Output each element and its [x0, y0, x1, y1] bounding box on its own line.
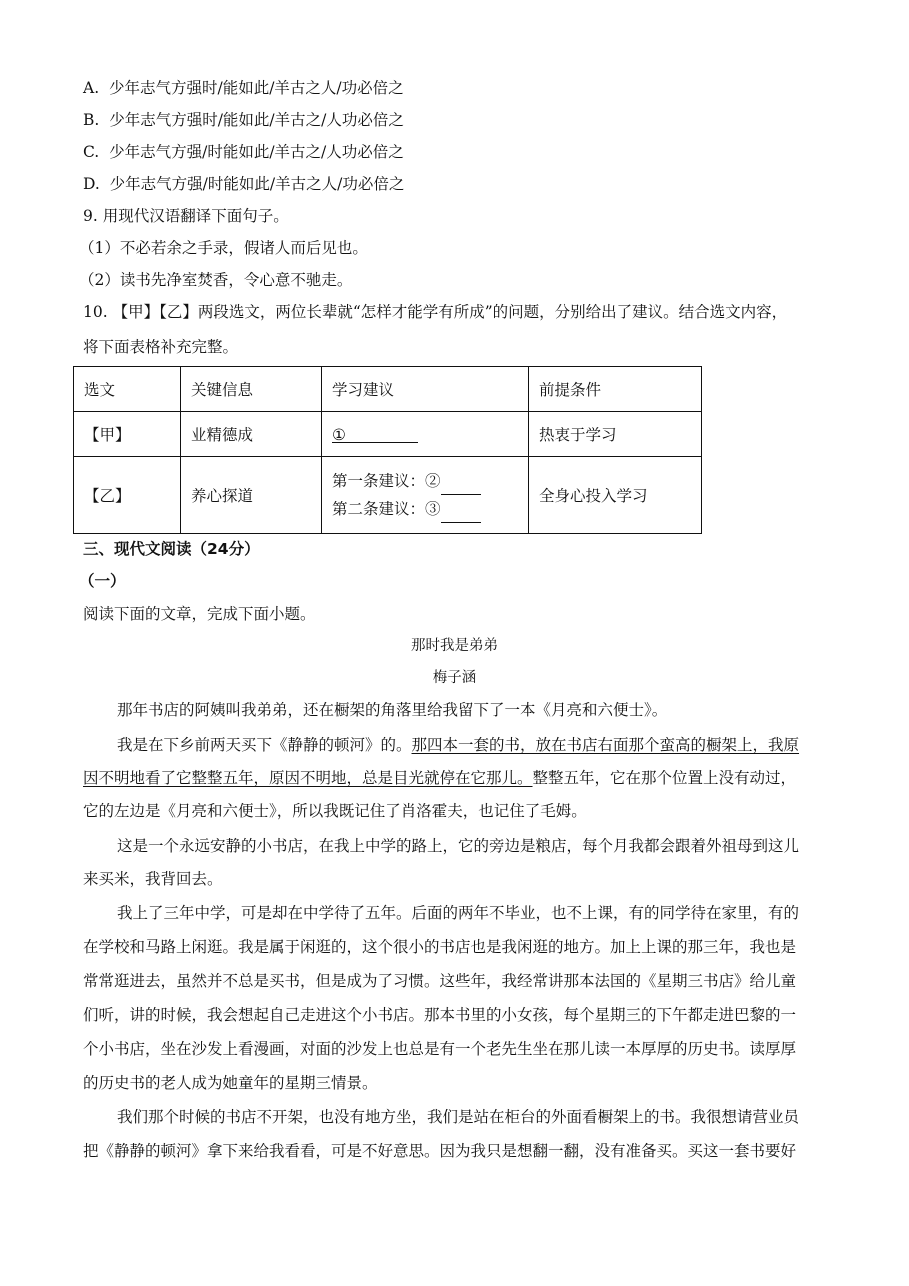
table-cell-advice — [322, 412, 529, 457]
option-letter: A. — [83, 79, 100, 97]
paragraph-3-line-2: 来买米，我背回去。 — [83, 870, 223, 888]
section-subtitle: （一） — [79, 572, 126, 590]
answer-blank-3[interactable] — [441, 510, 481, 523]
table-cell-condition: 全身心投入学习 — [529, 457, 702, 534]
paragraph-4-line-6: 的历史书的老人成为她童年的星期三情景。 — [83, 1074, 378, 1092]
section-instruction: 阅读下面的文章，完成下面小题。 — [83, 605, 316, 623]
table-cell-source: 【甲】 — [74, 412, 181, 457]
table-cell-key: 业精德成 — [181, 412, 322, 457]
answer-table — [73, 366, 702, 534]
advice-line-2: 第一条建议：② — [332, 467, 528, 495]
option-text: 少年志气方强/时能如此/羊古之人/功必倍之 — [109, 175, 405, 193]
advice-line-3: 第二条建议：③ — [332, 495, 528, 523]
paragraph-4-line-5: 个小书店，坐在沙发上看漫画，对面的沙发上也总是有一个老先生坐在那儿读一本厚厚的历史书。读厚厚 — [83, 1040, 797, 1058]
paragraph-4-line-4: 们听，讲的时候，我会想起自己走进这个小书店。那本书里的小女孩，每个星期三的下午都走进巴黎的一 — [83, 1006, 797, 1024]
paragraph-4-line-3: 常常逛进去，虽然并不总是买书，但是成为了习惯。这些年，我经常讲那本法国的《星期三书店》给儿童 — [83, 972, 797, 990]
option-c — [83, 142, 404, 162]
article-title: 那时我是弟弟 — [411, 638, 498, 654]
table-cell-key: 养心探道 — [181, 457, 322, 534]
paragraph-2-line-1: 我是在下乡前两天买下《静静的顿河》的。那四本一套的书，放在书店右面那个蛮高的橱架上，我原 — [117, 736, 800, 754]
table-header-cell: 前提条件 — [529, 367, 702, 412]
section-title: 三、现代文阅读（24分） — [83, 540, 260, 558]
option-text: 少年志气方强时/能如此/羊古之人/功必倍之 — [108, 79, 404, 97]
table-cell-advice — [322, 457, 529, 534]
option-a — [83, 78, 404, 98]
paragraph-1: 那年书店的阿姨叫我弟弟，还在橱架的角落里给我留下了一本《月亮和六便士》。 — [117, 701, 668, 719]
table-cell-condition: 热衷于学习 — [529, 412, 702, 457]
answer-blank-2[interactable] — [441, 482, 481, 495]
option-d — [83, 174, 404, 194]
paragraph-5-line-2: 把《静静的顿河》拿下来给我看看，可是不好意思。因为我只是想翻一翻，没有准备买。买这一套书要好 — [83, 1142, 797, 1160]
question-10-line-2: 将下面表格补充完整。 — [83, 338, 239, 356]
table-row — [74, 412, 702, 457]
paragraph-5-line-1: 我们那个时候的书店不开架，也没有地方坐，我们是站在柜台的外面看橱架上的书。我很想请营业员 — [117, 1108, 800, 1126]
answer-blank-1[interactable]: ① — [332, 426, 418, 443]
option-letter: D. — [83, 175, 100, 193]
question-9-stem: 9. 用现代汉语翻译下面句子。 — [83, 207, 289, 225]
paragraph-4-line-2: 在学校和马路上闲逛。我是属于闲逛的，这个很小的书店也是我闲逛的地方。加上上课的那三年，我也是 — [83, 938, 797, 956]
option-text: 少年志气方强时/能如此/羊古之/人功必倍之 — [109, 111, 404, 129]
option-text: 少年志气方强/时能如此/羊古之/人功必倍之 — [109, 143, 404, 161]
question-10-line-1: 10. 【甲】【乙】两段选文，两位长辈就“怎样才能学有所成”的问题，分别给出了建议。结合选文内容， — [83, 303, 788, 321]
table-header-cell: 选文 — [74, 367, 181, 412]
paragraph-2-line-3: 它的左边是《月亮和六便士》，所以我既记住了肖洛霍夫，也记住了毛姆。 — [83, 802, 587, 820]
option-b — [83, 110, 404, 130]
underlined-sentence: 那四本一套的书，放在书店右面那个蛮高的橱架上，我原 — [411, 736, 800, 754]
table-header-row — [74, 367, 702, 412]
question-9-sentence-1: （1）不必若余之手录，假诸人而后见也。 — [79, 239, 368, 257]
option-letter: B. — [83, 111, 100, 129]
paragraph-4-line-1: 我上了三年中学，可是却在中学待了五年。后面的两年不毕业，也不上课，有的同学待在家里，有的 — [117, 904, 800, 922]
table-row — [74, 457, 702, 534]
option-letter: C. — [83, 143, 100, 161]
table-cell-source: 【乙】 — [74, 457, 181, 534]
question-9-sentence-2: （2）读书先净室焚香，令心意不驰走。 — [79, 271, 353, 289]
underlined-sentence: 因不明地看了它整整五年，原因不明地，总是目光就停在它那儿。 — [83, 769, 533, 787]
paragraph-3-line-1: 这是一个永远安静的小书店，在我上中学的路上，它的旁边是粮店，每个月我都会跟着外祖母到这儿 — [117, 837, 800, 855]
article-author: 梅子涵 — [432, 670, 477, 686]
table-header-cell: 学习建议 — [322, 367, 529, 412]
table-header-cell: 关键信息 — [181, 367, 322, 412]
paragraph-2-line-2: 因不明地看了它整整五年，原因不明地，总是目光就停在它那儿。整整五年，它在那个位置上没有动过， — [83, 769, 797, 787]
